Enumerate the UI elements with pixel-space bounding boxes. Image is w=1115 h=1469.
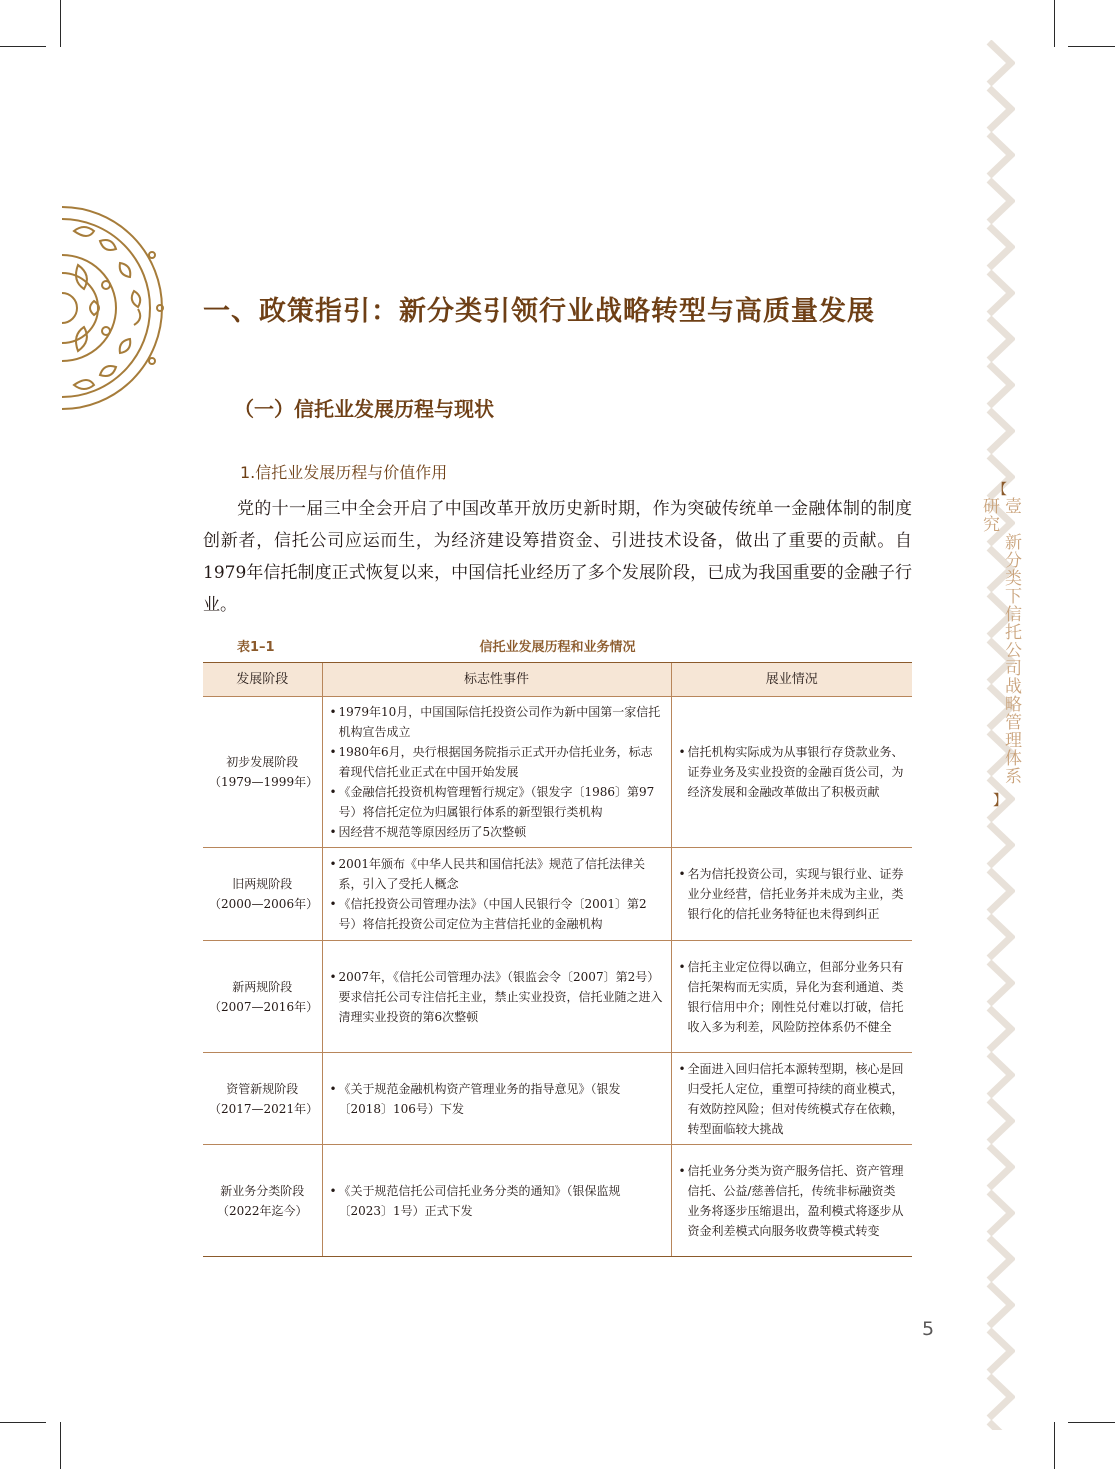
stage-period: （2022年迄今） [216, 1203, 308, 1218]
crop-mark [60, 1422, 61, 1469]
table-header-row [203, 663, 912, 697]
status-item: • 名为信托投资公司，实现与银行业、证券业分业经营，信托业务并未成为主业，类银行化的信托业务特征也未得到纠正 [688, 864, 907, 924]
side-bracket-top: 【 [993, 482, 1007, 498]
table-row [203, 941, 912, 1053]
event-item: • 《关于规范金融机构资产管理业务的指导意见》（银发〔2018〕106号）下发 [339, 1079, 665, 1119]
event-item: • 《关于规范信托公司信托业务分类的通知》（银保监规〔2023〕1号）正式下发 [339, 1181, 665, 1221]
event-item: • 《信托投资公司管理办法》（中国人民银行令〔2001〕第2号）将信托投资公司定位为主营信托业的金融机构 [339, 894, 665, 934]
events-cell [322, 848, 671, 941]
history-table [203, 662, 912, 1257]
stage-name: 新业务分类阶段 [220, 1183, 305, 1198]
table-number: 表1–1 [237, 640, 275, 655]
side-bracket-bottom: 】 [993, 793, 1007, 809]
status-cell [671, 941, 912, 1053]
events-cell [322, 941, 671, 1053]
crop-mark [1054, 0, 1055, 47]
crop-mark [0, 46, 46, 47]
stage-name: 旧两规阶段 [232, 877, 293, 891]
stage-name: 新两规阶段 [232, 979, 293, 994]
crop-mark [0, 1422, 46, 1423]
stage-name: 资管新规阶段 [226, 1081, 299, 1096]
event-item: • 因经营不规范等原因经历了5次整顿 [339, 822, 665, 842]
topic-heading: 1.信托业发展历程与价值作用 [240, 463, 448, 482]
chapter-title-vertical: 壹 新分类下信托公司战略管理体系研究 [979, 497, 1021, 785]
stage-period: （1979—1999年） [209, 775, 319, 789]
crop-mark [1068, 1422, 1115, 1423]
header-status: 展业情况 [671, 663, 912, 697]
stage-cell [203, 1145, 322, 1257]
section-heading: 一、政策指引：新分类引领行业战略转型与高质量发展 [203, 296, 875, 327]
table-row [203, 1053, 912, 1145]
event-item: • 《金融信托投资机构管理暂行规定》（银发字〔1986〕第97号）将信托定位为归属银行体系的新型银行类机构 [339, 782, 665, 822]
stage-cell [203, 697, 322, 848]
table-row [203, 1145, 912, 1257]
body-paragraph: 党的十一届三中全会开启了中国改革开放历史新时期，作为突破传统单一金融体制的制度创新者，信托公司应运而生，为经济建设筹措资金、引进技术设备，做出了重要的贡献。自1979年信托制度正式恢复以来，中国信托业经历了多个发展阶段，已成为我国重要的金融子行业。 [203, 499, 912, 615]
status-cell [671, 848, 912, 941]
crop-mark [1068, 46, 1115, 47]
events-cell [322, 1053, 671, 1145]
status-cell [671, 697, 912, 848]
status-cell [671, 1145, 912, 1257]
crop-mark [1054, 1422, 1055, 1469]
status-cell [671, 1053, 912, 1145]
stage-period: （2017—2021年） [209, 1101, 319, 1116]
event-item: • 2001年颁布《中华人民共和国信托法》规范了信托法律关系，引入了受托人概念 [339, 854, 665, 894]
decorative-ornament [54, 205, 170, 411]
stage-cell [203, 941, 322, 1053]
header-events: 标志性事件 [322, 663, 671, 697]
status-item: • 信托机构实际成为从事银行存贷款业务、证券业务及实业投资的金融百货公司，为经济发展和金融改革做出了积极贡献 [688, 742, 907, 802]
status-item: • 全面进入回归信托本源转型期，核心是回归受托人定位，重塑可持续的商业模式，有效防控风险；但对传统模式存在依赖，转型面临较大挑战 [688, 1059, 907, 1139]
subsection-heading: （一）信托业发展历程与现状 [234, 397, 494, 421]
stage-period: （2007—2016年） [209, 999, 319, 1014]
status-item: • 信托业务分类为资产服务信托、资产管理信托、公益/慈善信托，传统非标融资类业务将逐步压缩退出，盈利模式将逐步从资金利差模式向服务收费等模式转变 [688, 1161, 907, 1241]
chapter-side-label [979, 482, 1021, 809]
events-cell [322, 1145, 671, 1257]
stage-cell [203, 1053, 322, 1145]
header-stage: 发展阶段 [203, 663, 322, 697]
status-item: • 信托主业定位得以确立，但部分业务只有信托架构而无实质，异化为套利通道、类银行信用中介；刚性兑付难以打破，信托收入多为利差，风险防控体系仍不健全 [688, 957, 907, 1037]
table-title: 信托业发展历程和业务情况 [479, 640, 636, 655]
events-cell [322, 697, 671, 848]
event-item: • 1979年10月，中国国际信托投资公司作为新中国第一家信托机构宣告成立 [339, 702, 665, 742]
table-row [203, 848, 912, 941]
stage-period: （2000—2006年） [209, 897, 319, 911]
table-row [203, 697, 912, 848]
table-caption [203, 636, 912, 656]
event-item: • 1980年6月，央行根据国务院指示正式开办信托业务，标志着现代信托业正式在中国开始发展 [339, 742, 665, 782]
stage-name: 初步发展阶段 [226, 755, 299, 769]
stage-cell [203, 848, 322, 941]
page-number: 5 [922, 1318, 935, 1340]
crop-mark [60, 0, 61, 47]
event-item: • 2007年，《信托公司管理办法》（银监会令〔2007〕第2号）要求信托公司专注信托主业，禁止实业投资，信托业随之进入清理实业投资的第6次整顿 [339, 967, 665, 1027]
